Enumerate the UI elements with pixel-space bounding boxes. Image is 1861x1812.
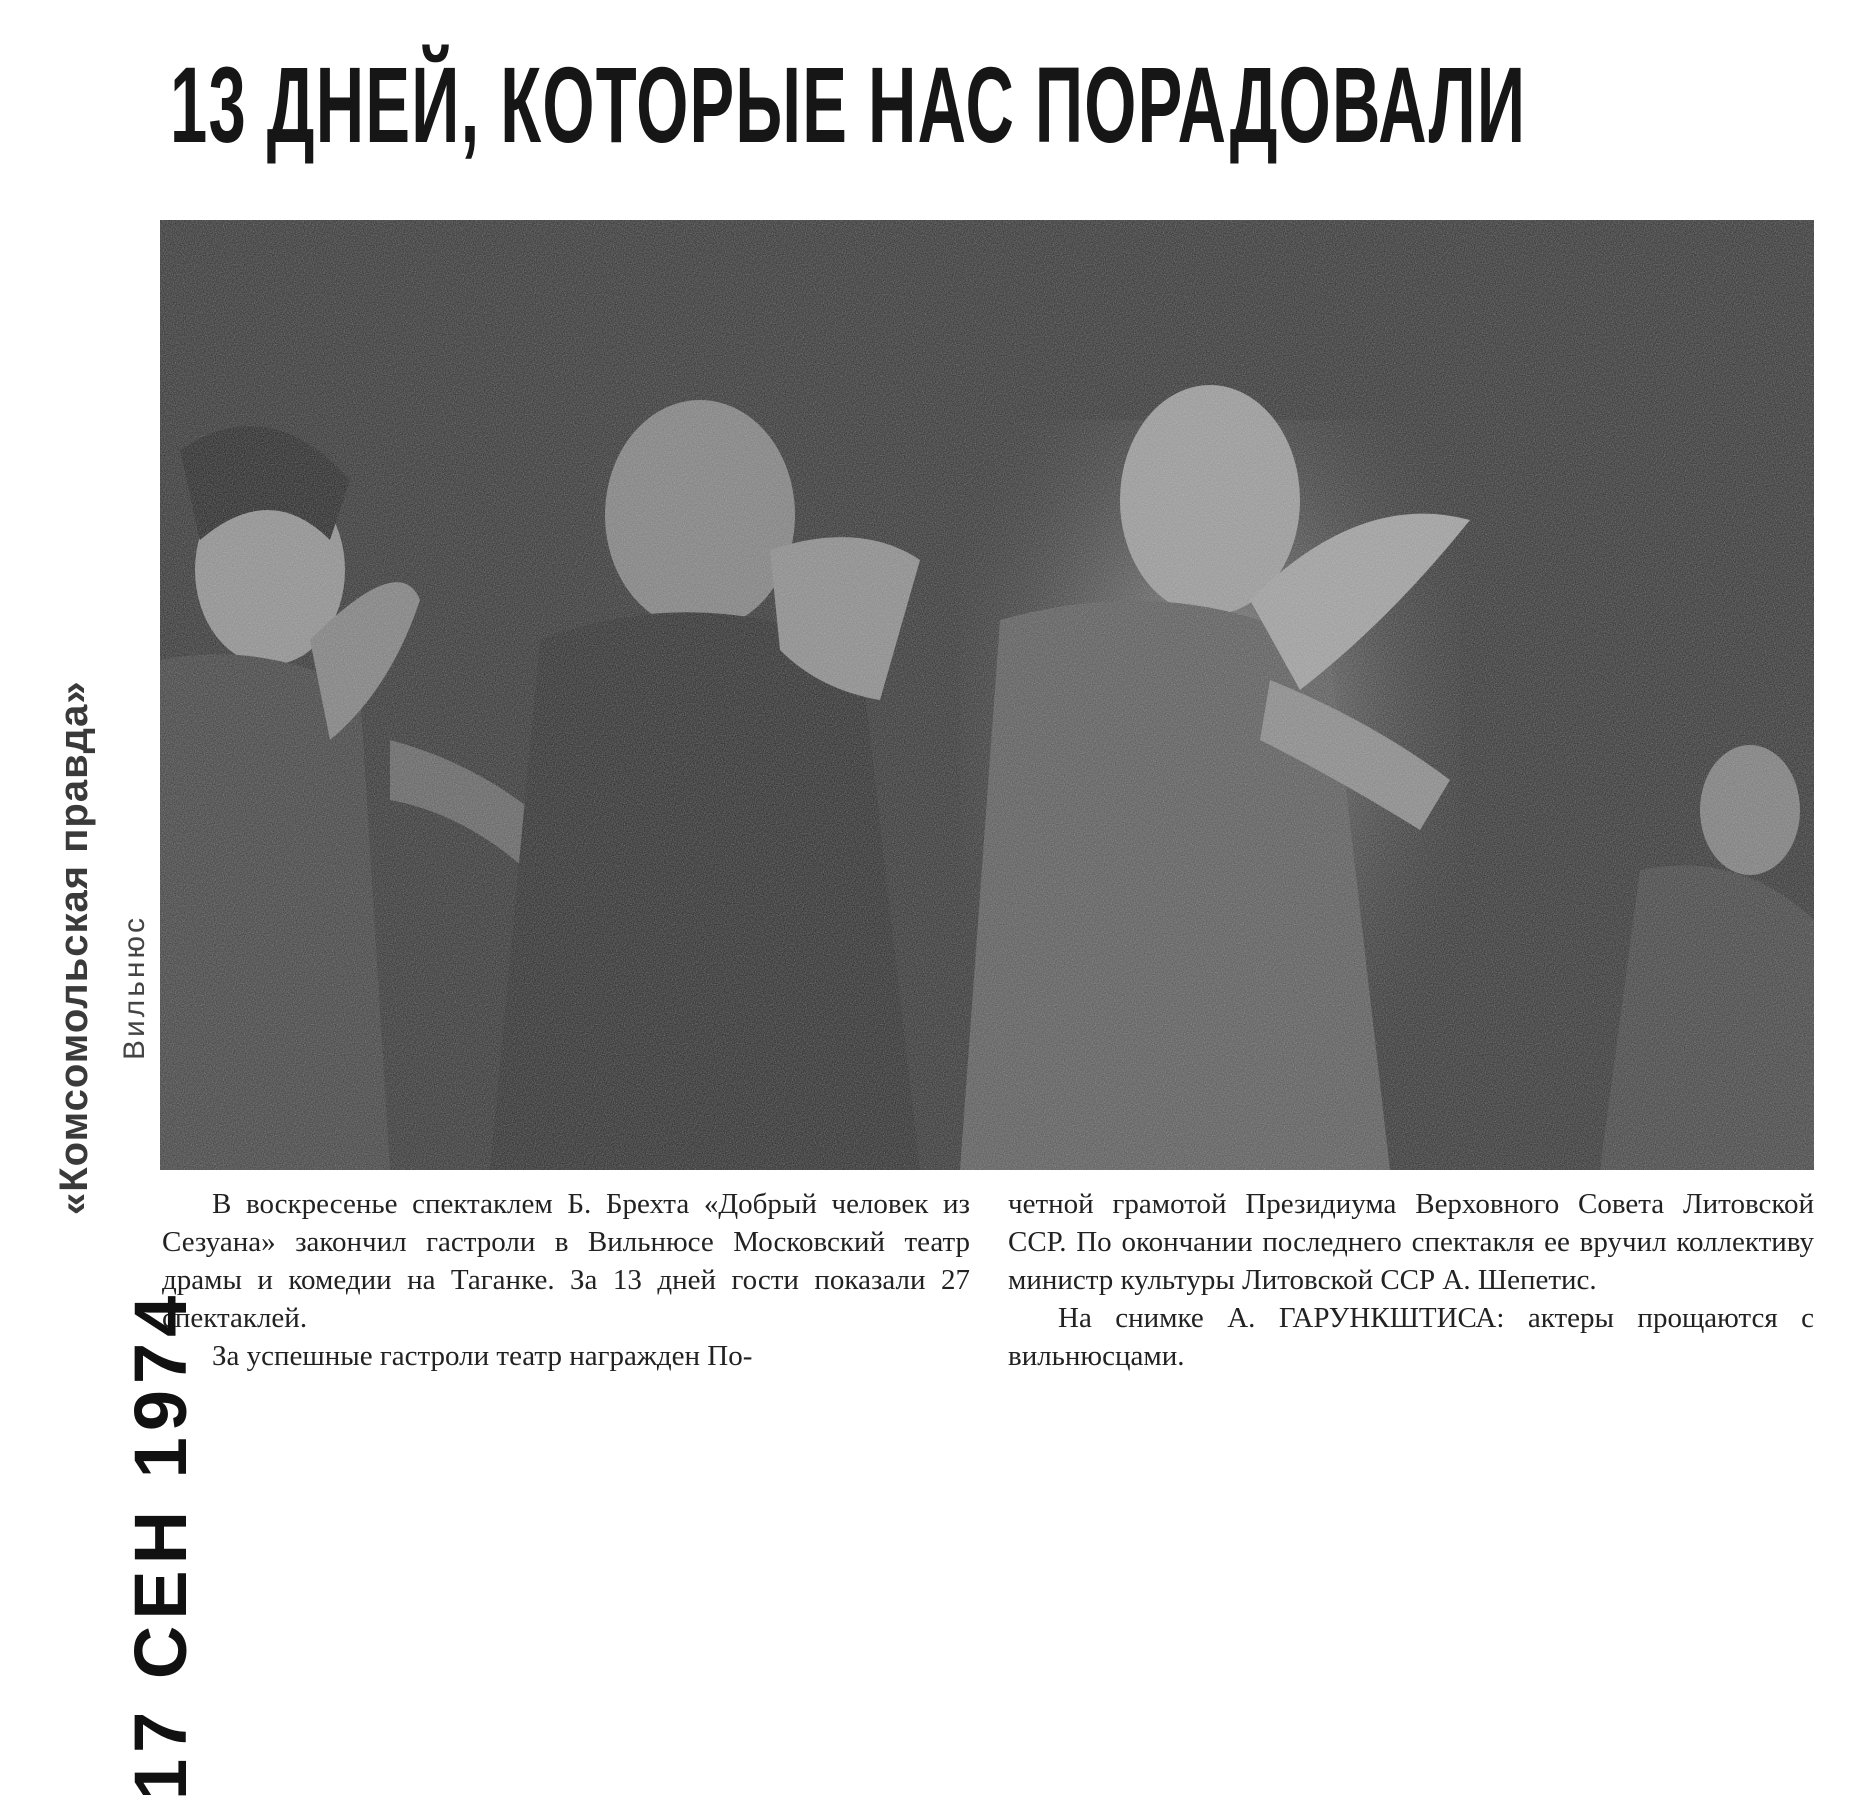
caption-paragraph: За успешные гастроли театр награжден По- [212,1340,753,1372]
city-stamp: Вильнюс [118,915,151,1060]
headline: 13 ДНЕЙ, КОТОРЫЕ НАС ПОРАДОВАЛИ [170,44,1527,165]
newspaper-stamp: «Комсомольская правда» [52,680,96,1215]
date-stamp: 17 СЕН 1974 [119,1289,202,1800]
photo-credit: На снимке А. ГАРУНКШТИСА: актеры прощаются с вильнюсцами. [1008,1302,1814,1372]
caption-right-column [1008,1185,1814,1375]
caption-paragraph: В воскресенье спектаклем Б. Брехта «Добрый человек из Сезуана» закончил гастроли в Вильнюсе Московский театр драмы и комедии на Таганке. За 13 дней гости показали 27 спектаклей. [162,1188,970,1334]
caption-left-column [162,1185,970,1375]
caption-paragraph: четной грамотой Президиума Верховного Совета Литовской ССР. По окончании последнего спектакля ее вручил коллективу министр культуры Литовской ССР А. Шепетис. [1008,1188,1814,1296]
press-photo [160,220,1814,1170]
